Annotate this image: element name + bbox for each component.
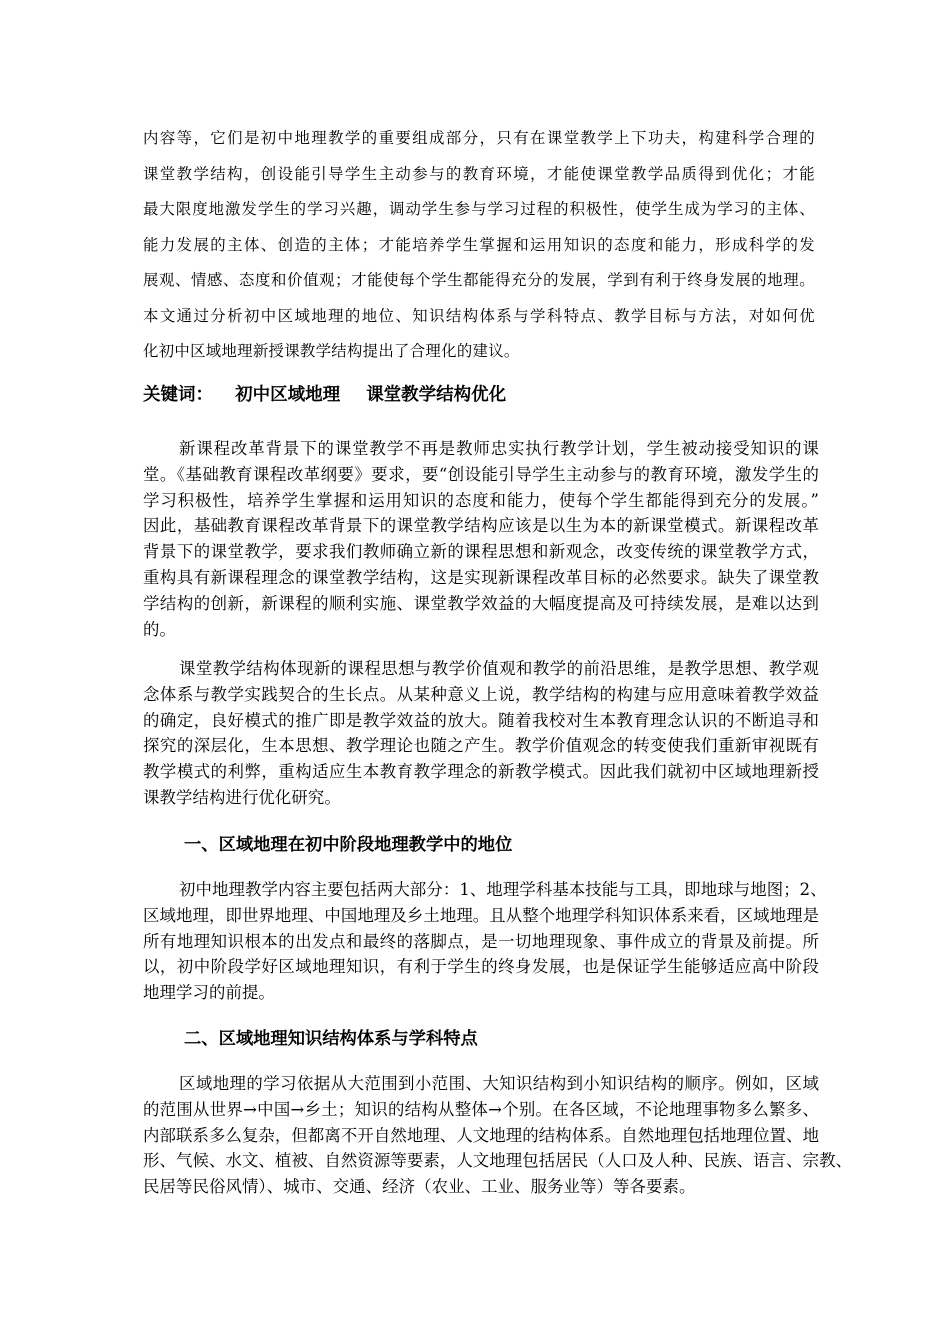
paragraph-line: 初中地理教学内容主要包括两大部分：1、地理学科基本技能与工具，即地球与地图；2、 xyxy=(179,880,827,899)
paragraph-line: 所有地理知识根本的出发点和最终的落脚点，是一切地理现象、事件成立的背景及前提。所 xyxy=(143,931,819,951)
section-2-paragraph xyxy=(143,1071,853,1200)
paragraph-line: 探究的深层化，生本思想、教学理论也随之产生。教学价值观念的转变使我们重新审视既有 xyxy=(143,736,819,756)
paragraph-line: 课教学结构进行优化研究。 xyxy=(143,787,341,807)
paragraph-line: 的范围从世界→中国→乡土；知识的结构从整体→个别。在各区域，不论地理事物多么繁多、 xyxy=(143,1099,819,1119)
paragraph-line: 念体系与教学实践契合的生长点。从某种意义上说，教学结构的构建与应用意味着教学效益 xyxy=(143,684,819,704)
paragraph-line: 重构具有新课程理念的课堂教学结构，这是实现新课程改革目标的必然要求。缺失了课堂教 xyxy=(143,567,819,587)
abstract-line: 展观、情感、态度和价值观；才能使每个学生都能得充分的发展，学到有利于终身发展的地理。 xyxy=(143,271,815,289)
abstract-line: 最大限度地激发学生的学习兴趣，调动学生参与学习过程的积极性，使学生成为学习的主体、 xyxy=(143,200,815,218)
paragraph-line: 形、气候、水文、植被、自然资源等要素，人文地理包括居民（人口及人种、民族、语言、宗教、 xyxy=(143,1151,853,1171)
abstract-line: 内容等，它们是初中地理教学的重要组成部分，只有在课堂教学上下功夫，构建科学合理的 xyxy=(143,129,815,147)
intro-paragraph-1 xyxy=(143,436,819,642)
paragraph-line: 学结构的创新，新课程的顺利实施、课堂教学效益的大幅度提高及可持续发展，是难以达到 xyxy=(143,593,819,613)
paragraph-line: 以，初中阶段学好区域地理知识，有利于学生的终身发展，也是保证学生能够适应高中阶段 xyxy=(143,957,819,977)
keyword-term: 课堂教学结构优化 xyxy=(366,385,507,405)
keywords-label: 关键词： xyxy=(143,385,213,405)
abstract-line: 课堂教学结构，创设能引导学生主动参与的教育环境，才能使课堂教学品质得到优化；才能 xyxy=(143,164,815,183)
section-1-paragraph xyxy=(143,877,827,1006)
abstract-text xyxy=(143,121,815,370)
abstract-line: 能力发展的主体、创造的主体；才能培养学生掌握和运用知识的态度和能力，形成科学的发 xyxy=(143,235,815,254)
abstract-line: 化初中区域地理新授课教学结构提出了合理化的建议。 xyxy=(143,342,520,360)
paragraph-line: 因此，基础教育课程改革背景下的课堂教学结构应该是以生为本的新课堂模式。新课程改革 xyxy=(143,516,819,536)
section-1-heading: 一、区域地理在初中阶段地理教学中的地位 xyxy=(184,835,513,855)
paragraph-line: 堂。《基础教育课程改革纲要》要求，要“创设能引导学生主动参与的教育环境，激发学生的 xyxy=(143,464,819,484)
paragraph-line: 背景下的课堂教学，要求我们教师确立新的课程思想和新观念，改变传统的课堂教学方式， xyxy=(143,542,819,562)
keyword-term: 初中区域地理 xyxy=(235,385,341,405)
paragraph-line: 的确定，良好模式的推广即是教学效益的放大。随着我校对生本教育理念认识的不断追寻和 xyxy=(143,710,819,730)
paragraph-line: 内部联系多么复杂，但都离不开自然地理、人文地理的结构体系。自然地理包括地理位置、地 xyxy=(143,1125,820,1145)
paragraph-line: 的。 xyxy=(143,619,176,639)
paragraph-line: 新课程改革背景下的课堂教学不再是教师忠实执行教学计划，学生被动接受知识的课 xyxy=(179,439,819,458)
intro-paragraph-2 xyxy=(143,656,819,811)
paragraph-line: 区域地理，即世界地理、中国地理及乡土地理。且从整个地理学科知识体系来看，区域地理是 xyxy=(143,905,820,925)
paragraph-line: 地理学习的前提。 xyxy=(143,983,275,1003)
paragraph-line: 教学模式的利弊，重构适应生本教育教学理念的新教学模式。因此我们就初中区域地理新授 xyxy=(143,762,819,782)
paragraph-line: 民居等民俗风情）、城市、交通、经济（农业、工业、服务业等）等各要素。 xyxy=(143,1177,696,1197)
keywords-line xyxy=(143,380,815,410)
paragraph-line: 学习积极性，培养学生掌握和运用知识的态度和能力，使每个学生都能得到充分的发展。” xyxy=(143,490,819,510)
paragraph-line: 区域地理的学习依据从大范围到小范围、大知识结构到小知识结构的顺序。例如，区域 xyxy=(179,1074,819,1093)
abstract-line: 本文通过分析初中区域地理的地位、知识结构体系与学科特点、教学目标与方法，对如何优 xyxy=(143,306,815,325)
paragraph-line: 课堂教学结构体现新的课程思想与教学价值观和教学的前沿思维，是教学思想、教学观 xyxy=(179,659,819,678)
section-2-heading: 二、区域地理知识结构体系与学科特点 xyxy=(184,1029,478,1049)
